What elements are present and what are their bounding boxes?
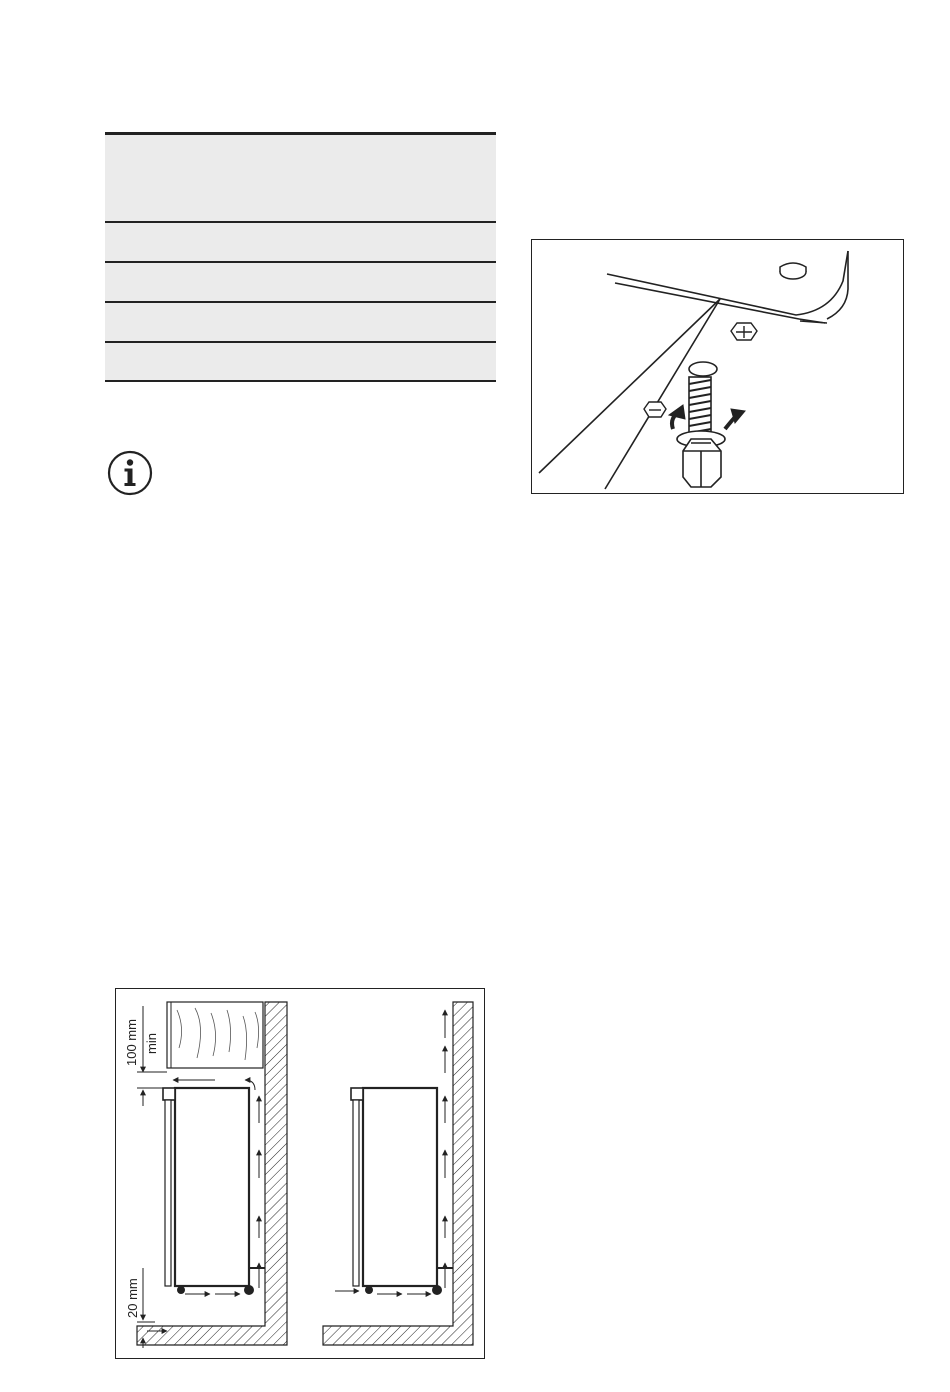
top-clearance-value: 100 mm bbox=[124, 1019, 139, 1066]
info-icon bbox=[105, 449, 155, 499]
table-row bbox=[105, 263, 496, 301]
table-bottom-rule bbox=[105, 380, 496, 382]
top-clearance-suffix: min bbox=[144, 1033, 159, 1054]
bottom-clearance-value: 20 mm bbox=[125, 1278, 140, 1318]
appliance-body bbox=[175, 1088, 249, 1286]
table-row bbox=[105, 303, 496, 341]
appliance-body bbox=[363, 1088, 437, 1286]
right-installation bbox=[323, 1002, 473, 1345]
threaded-bolt-icon bbox=[689, 377, 711, 437]
left-installation bbox=[124, 1002, 287, 1348]
table-row bbox=[105, 223, 496, 261]
hole-ring-icon bbox=[689, 362, 717, 376]
leveling-foot-figure bbox=[531, 239, 904, 494]
minus-screw-icon bbox=[644, 402, 666, 417]
foot-cap-icon bbox=[780, 263, 806, 279]
plus-screw-icon bbox=[731, 323, 757, 340]
ventilation-clearance-figure bbox=[115, 988, 485, 1359]
hex-nut-icon bbox=[677, 431, 725, 487]
table-header-row bbox=[105, 135, 496, 221]
table-row bbox=[105, 343, 496, 380]
